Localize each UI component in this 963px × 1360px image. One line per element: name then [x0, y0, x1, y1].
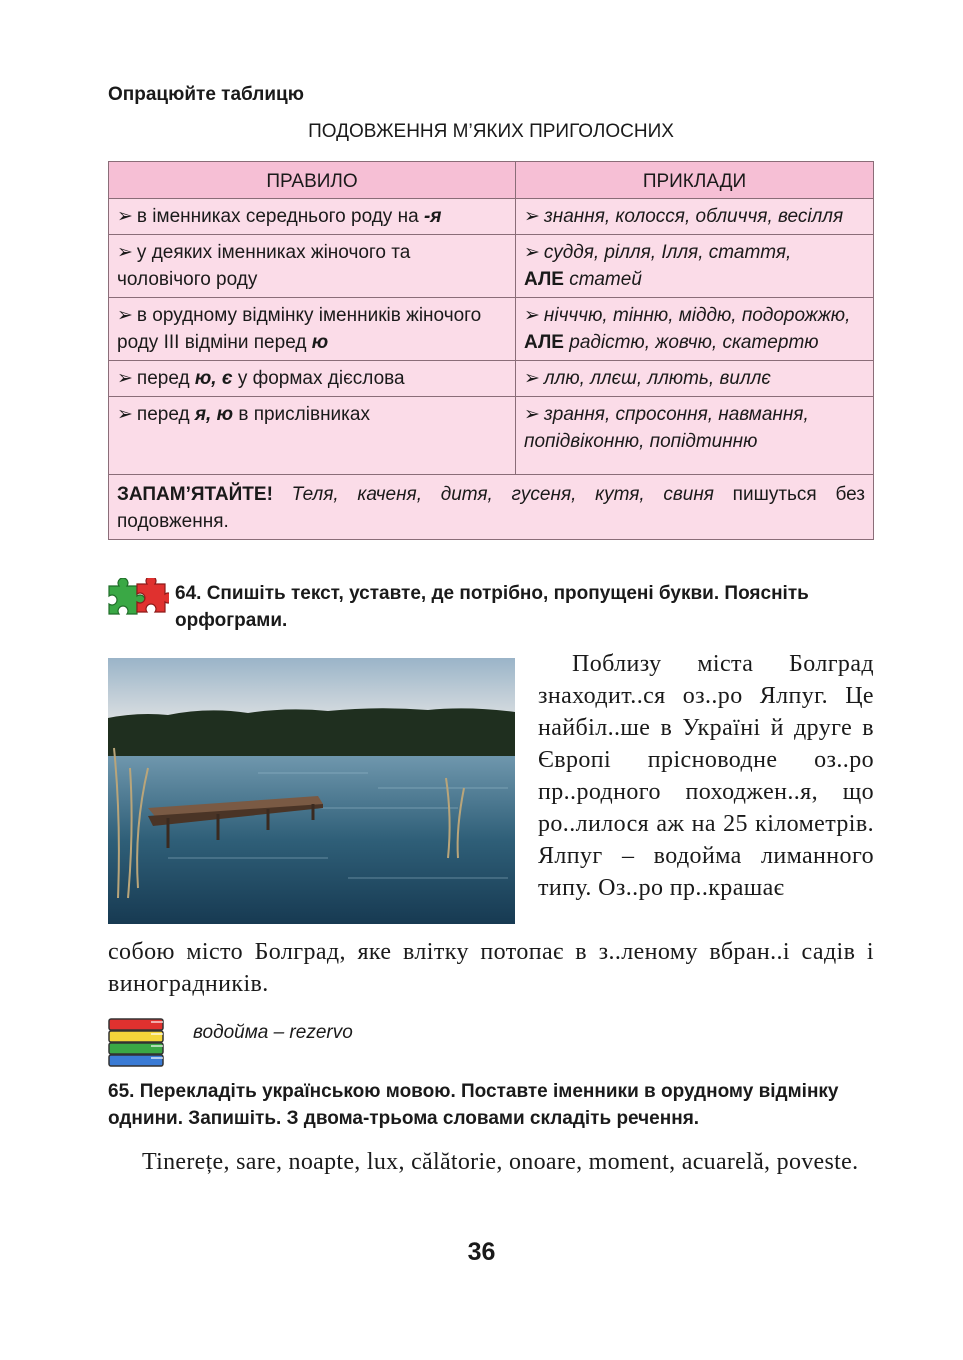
arrow-bullet-icon: ➢ [524, 404, 540, 425]
section-heading: Опрацюйте таблицю [108, 84, 304, 105]
vocabulary-note: водойма – rezervo [193, 1022, 353, 1043]
note-words: Теля, каченя, дитя, гусеня, кутя, свиня [272, 484, 714, 505]
but-examples: статей [563, 269, 642, 290]
table-title: ПОДОВЖЕННЯ М’ЯКИХ ПРИГОЛОСНИХ [308, 121, 674, 142]
rule-tail: в прислівниках [233, 404, 370, 425]
examples-cell [516, 235, 874, 298]
examples-text: знання, колосся, обличчя, весілля [543, 206, 844, 227]
table-row [109, 397, 874, 475]
header-rule: ПРАВИЛО [109, 162, 516, 199]
arrow-bullet-icon: ➢ [117, 368, 133, 389]
examples-cell [516, 298, 874, 361]
rule-bold: -я [423, 206, 442, 227]
rule-cell [109, 298, 516, 361]
rule-cell [109, 235, 516, 298]
rule-tail: у формах дієслова [232, 368, 405, 389]
rule-cell [109, 199, 516, 235]
table-row [109, 199, 874, 235]
rule-cell [109, 397, 516, 475]
header-examples: ПРИКЛАДИ [516, 162, 874, 199]
examples-text: ллю, ллєш, ллють, виллє [543, 368, 771, 389]
but-label: АЛЕ [524, 269, 564, 290]
arrow-bullet-icon: ➢ [117, 404, 133, 425]
rule-text: в орудному відмінку іменників жіночого роду III відміни перед [117, 305, 482, 353]
lake-photo [108, 658, 515, 924]
note-row [109, 475, 874, 540]
examples-cell [516, 361, 874, 397]
rule-bold: ю, є [194, 368, 233, 389]
puzzle-icon [107, 578, 169, 623]
task-64-instruction [175, 580, 874, 634]
arrow-bullet-icon: ➢ [117, 242, 133, 263]
but-label: АЛЕ [524, 332, 564, 353]
note-label: ЗАПАМ’ЯТАЙТЕ! [117, 484, 273, 505]
arrow-bullet-icon: ➢ [524, 206, 540, 227]
page-number: 36 [467, 1238, 496, 1266]
task-number: 64. [175, 583, 202, 604]
rule-text: перед [136, 404, 195, 425]
examples-text: суддя, рілля, Ілля, стаття, [543, 242, 792, 263]
rule-cell [109, 361, 516, 397]
note-cell [109, 475, 874, 540]
rule-bold: я, ю [194, 404, 234, 425]
examples-text: зрання, спросоння, навмання, попідвіконню, попідтинню [524, 404, 809, 452]
rules-table [108, 161, 874, 540]
rule-text: у деяких іменниках жіночого та чоловічого роду [117, 242, 411, 290]
table-row [109, 298, 874, 361]
arrow-bullet-icon: ➢ [117, 305, 133, 326]
examples-cell [516, 397, 874, 475]
task-text: Спишіть текст, уставте, де потрібно, пропущені букви. Поясніть орфограми. [175, 583, 809, 631]
rule-text: перед [136, 368, 195, 389]
table-row [109, 361, 874, 397]
arrow-bullet-icon: ➢ [524, 368, 540, 389]
task-text: Перекладіть українською мовою. Поставте іменники в орудному відмінку однини. Запишіть. З двома-трьома словами складіть речення. [108, 1081, 839, 1129]
rule-text: в іменниках середнього роду на [136, 206, 424, 227]
table-row [109, 235, 874, 298]
arrow-bullet-icon: ➢ [524, 305, 540, 326]
task-65-instruction [108, 1078, 874, 1132]
arrow-bullet-icon: ➢ [524, 242, 540, 263]
task-64-text-full: собою місто Болград, яке влітку потопає в з..леному вбран..і садів і виноградників. [108, 939, 874, 997]
examples-cell [516, 199, 874, 235]
table-header-row [109, 162, 874, 199]
rule-bold: ю [311, 332, 329, 353]
examples-text: нічччю, тінню, міддю, подорожжю, [543, 305, 851, 326]
task-64-text-right: Поблизу міста Болград знаходит..ся оз..ро Ялпуг. Це найбіл..ше в Україні й друге в Європі прісноводне оз..ро пр..родного походжен..я, що ро..лилося аж на 25 кілометрів. Ялпуг – водойма лиманного типу. Оз..ро пр..крашає [538, 651, 874, 901]
arrow-bullet-icon: ➢ [117, 206, 133, 227]
task-65-words: Tinerețe, sare, noapte, lux, călătorie, onoare, moment, acuarelă, poveste. [142, 1149, 859, 1175]
books-icon [107, 1017, 169, 1076]
note-tail: пишуться без подовження. [117, 484, 865, 532]
but-examples: радістю, жовчю, скатертю [563, 332, 819, 353]
task-number: 65. [108, 1081, 135, 1102]
